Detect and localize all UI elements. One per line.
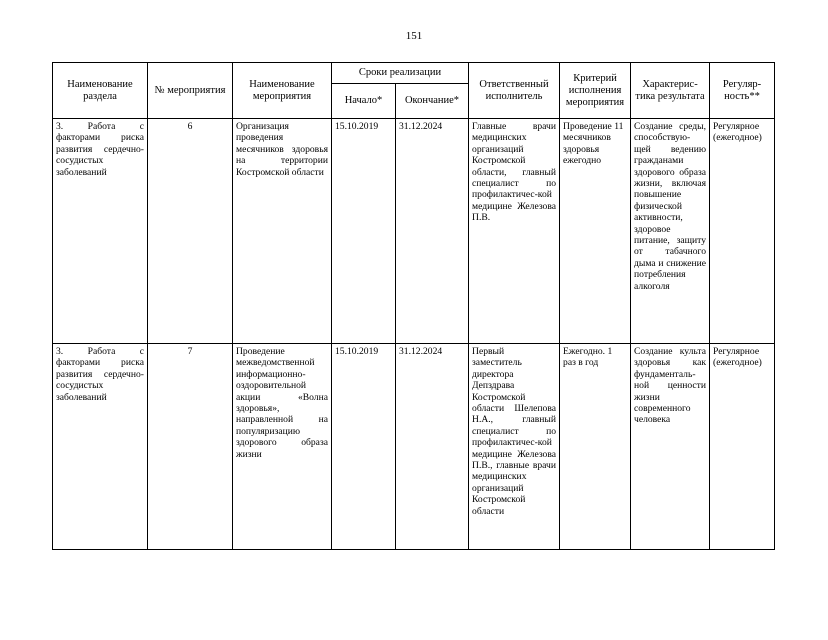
cell-start: 15.10.2019 — [332, 119, 396, 344]
cell-number: 7 — [148, 344, 233, 550]
header-regularity: Регуляр-ность** — [710, 63, 775, 119]
cell-section: 3. Работа с факторами риска развития сердечно-сосудистых заболеваний — [53, 344, 148, 550]
header-criterion: Критерий исполнения мероприятия — [560, 63, 631, 119]
cell-criterion: Ежегодно. 1 раз в год — [560, 344, 631, 550]
table-row — [53, 344, 775, 550]
header-name: Наименование мероприятия — [233, 63, 332, 119]
cell-executor: Первый заместитель директора Депздрава Костромской области Шелепова Н.А., главный специалист по профилактичес-кой медицине Железова П.В., главные врачи медицинских организаций Костромской области — [469, 344, 560, 550]
page-number: 151 — [405, 30, 423, 42]
cell-regularity: Регулярное (ежегодное) — [710, 344, 775, 550]
cell-result: Создание среды, способствую-щей ведению гражданами здорового образа жизни, включая повышение физической активности, здоровое питание, защиту от табачного дыма и снижение потребления алкоголя — [631, 119, 710, 344]
measures-table — [52, 62, 775, 550]
cell-name: Проведение межведомственной информационно-оздоровительной акции «Волна здоровья», направленной на популяризацию здорового образа жизни — [233, 344, 332, 550]
cell-name: Организация проведения месячников здоровья на территории Костромской области — [233, 119, 332, 344]
header-start: Начало* — [332, 84, 396, 119]
header-dates: Сроки реализации — [332, 63, 469, 84]
table-row — [53, 119, 775, 344]
header-executor: Ответственный исполнитель — [469, 63, 560, 119]
cell-section: 3. Работа с факторами риска развития сердечно-сосудистых заболеваний — [53, 119, 148, 344]
header-section: Наименование раздела — [53, 63, 148, 119]
cell-start: 15.10.2019 — [332, 344, 396, 550]
cell-number: 6 — [148, 119, 233, 344]
cell-result: Создание культа здоровья как фундаменталь-ной ценности жизни современного человека — [631, 344, 710, 550]
header-result: Характерис-тика результата — [631, 63, 710, 119]
cell-regularity: Регулярное (ежегодное) — [710, 119, 775, 344]
cell-criterion: Проведение 11 месячников здоровья ежегодно — [560, 119, 631, 344]
cell-end: 31.12.2024 — [396, 119, 469, 344]
header-end: Окончание* — [396, 84, 469, 119]
cell-executor: Главные врачи медицинских организаций Костромской области, главный специалист по профилактичес-кой медицине Железова П.В. — [469, 119, 560, 344]
header-number: № мероприятия — [148, 63, 233, 119]
cell-end: 31.12.2024 — [396, 344, 469, 550]
